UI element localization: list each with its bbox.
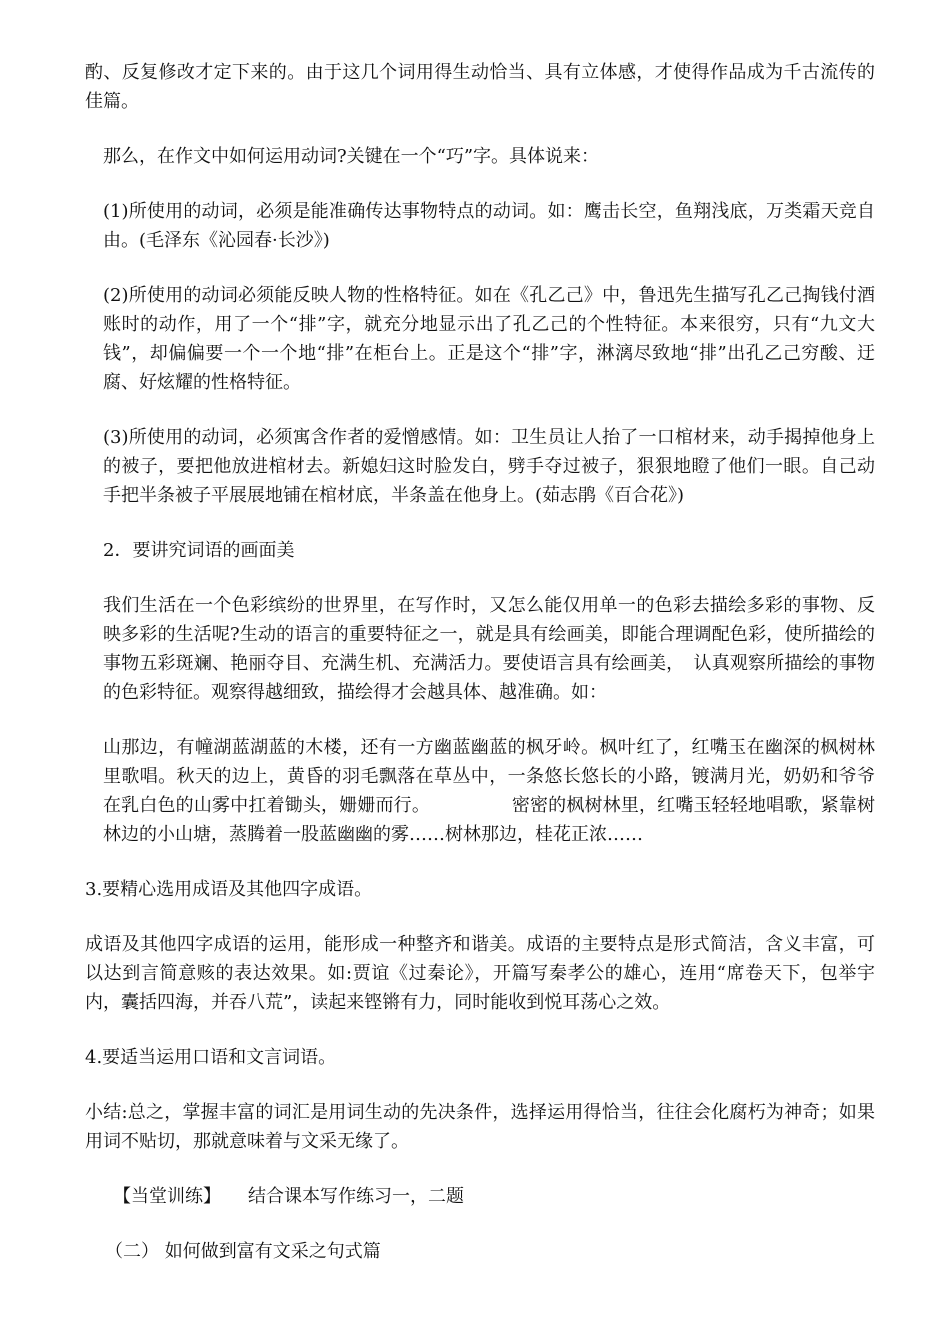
paragraph-example-passage: 山那边，有幢湖蓝湖蓝的木楼，还有一方幽蓝幽蓝的枫牙岭。枫叶红了，红嘴玉在幽深的枫树林里歌唱。秋天的边上，黄昏的羽毛飘落在草丛中，一条悠长悠长的小路，镀满月光，奶奶和爷爷在乳白色的山雾中扛着锄头，姗姗而行。 密密的枫树林里，红嘴玉轻轻地唱歌，紧靠树林边的小山塘，蒸腾着一股蓝幽幽的雾……树林那边，桂花正浓…… xyxy=(103,737,875,845)
section-heading-2: 2．要讲究词语的画面美 xyxy=(103,540,295,561)
section-heading-3: 3.要精心选用成语及其他四字成语。 xyxy=(85,879,373,900)
document-page xyxy=(85,58,875,1292)
section-heading-4: 4.要适当运用口语和文言词语。 xyxy=(85,1047,337,1068)
training-heading: 【当堂训练】 结合课本写作练习一，二题 xyxy=(113,1186,464,1207)
paragraph-idioms: 成语及其他四字成语的运用，能形成一种整齐和谐美。成语的主要特点是形式简洁，含义丰富，可以达到言简意赅的表达效果。如:贾谊《过秦论》，开篇写秦孝公的雄心，连用“席卷天下，包举宇内，囊括四海，并吞八荒”，读起来铿锵有力，同时能收到悦耳荡心之效。 xyxy=(85,934,875,1013)
paragraph-point-3: (3)所使用的动词，必须寓含作者的爱憎感情。如：卫生员让人抬了一口棺材来，动手揭掉他身上的被子，要把他放进棺材去。新媳妇这时脸发白，劈手夺过被子，狠狠地瞪了他们一眼。自己动手把半条被子平展展地铺在棺材底，半条盖在他身上。(茹志鹃《百合花》) xyxy=(103,427,875,506)
paragraph-summary: 小结:总之，掌握丰富的词汇是用词生动的先决条件，选择运用得恰当，往往会化腐朽为神奇；如果用词不贴切，那就意味着与文采无缘了。 xyxy=(85,1102,875,1152)
paragraph-how-to-use-verbs: 那么，在作文中如何运用动词?关键在一个“巧”字。具体说来： xyxy=(103,146,600,167)
paragraph-color-beauty: 我们生活在一个色彩缤纷的世界里，在写作时，又怎么能仅用单一的色彩去描绘多彩的事物、反映多彩的生活呢?生动的语言的重要特征之一，就是具有绘画美，即能合理调配色彩，使所描绘的事物五彩斑斓、艳丽夺目、充满生机、充满活力。要使语言具有绘画美， 认真观察所描绘的事物的色彩特征。观察得越细致，描绘得才会越具体、越准确。如： xyxy=(103,595,875,703)
subsection-heading: （二） 如何做到富有文采之句式篇 xyxy=(105,1241,381,1262)
paragraph-intro-continuation: 酌、反复修改才定下来的。由于这几个词用得生动恰当、具有立体感，才使得作品成为千古流传的佳篇。 xyxy=(85,62,875,112)
paragraph-point-2: (2)所使用的动词必须能反映人物的性格特征。如在《孔乙己》中，鲁迅先生描写孔乙己掏钱付酒账时的动作，用了一个“排”字，就充分地显示出了孔乙己的个性特征。本来很穷，只有“九文大钱”，却偏偏要一个一个地“排”在柜台上。正是这个“排”字，淋漓尽致地“排”出孔乙己穷酸、迂腐、好炫耀的性格特征。 xyxy=(103,285,875,393)
paragraph-point-1: (1)所使用的动词，必须是能准确传达事物特点的动词。如：鹰击长空，鱼翔浅底，万类霜天竞自由。(毛泽东《沁园春·长沙》) xyxy=(103,201,875,251)
